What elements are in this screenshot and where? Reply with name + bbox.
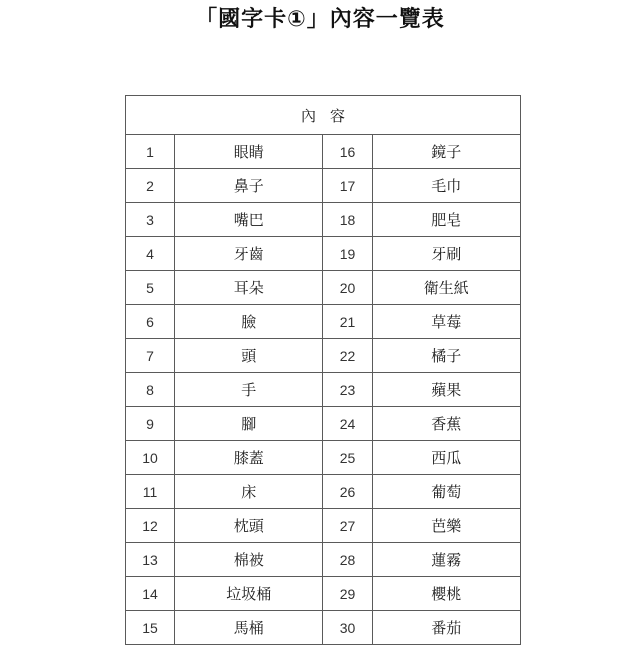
item-number: 20: [323, 271, 372, 305]
item-word: 香蕉: [372, 407, 520, 441]
item-word: 牙齒: [175, 237, 323, 271]
item-word: 腳: [175, 407, 323, 441]
item-number: 11: [126, 475, 175, 509]
table-header-row: [126, 96, 521, 135]
item-number: 27: [323, 509, 372, 543]
table-row: [126, 305, 521, 339]
item-number: 14: [126, 577, 175, 611]
table-row: [126, 203, 521, 237]
item-word: 鼻子: [175, 169, 323, 203]
item-word: 毛巾: [372, 169, 520, 203]
item-number: 21: [323, 305, 372, 339]
table-row: [126, 611, 521, 645]
item-word: 西瓜: [372, 441, 520, 475]
item-word: 草莓: [372, 305, 520, 339]
table-row: [126, 577, 521, 611]
item-word: 橘子: [372, 339, 520, 373]
item-number: 10: [126, 441, 175, 475]
item-number: 1: [126, 135, 175, 169]
item-number: 25: [323, 441, 372, 475]
item-word: 嘴巴: [175, 203, 323, 237]
table-row: [126, 407, 521, 441]
item-word: 鏡子: [372, 135, 520, 169]
item-word: 蓮霧: [372, 543, 520, 577]
table-row: [126, 169, 521, 203]
table-row: [126, 237, 521, 271]
item-number: 17: [323, 169, 372, 203]
item-word: 棉被: [175, 543, 323, 577]
item-number: 8: [126, 373, 175, 407]
table-row: [126, 475, 521, 509]
item-number: 23: [323, 373, 372, 407]
item-number: 24: [323, 407, 372, 441]
item-word: 芭樂: [372, 509, 520, 543]
item-word: 馬桶: [175, 611, 323, 645]
item-word: 葡萄: [372, 475, 520, 509]
item-number: 28: [323, 543, 372, 577]
item-number: 16: [323, 135, 372, 169]
item-number: 2: [126, 169, 175, 203]
item-number: 15: [126, 611, 175, 645]
item-word: 衛生紙: [372, 271, 520, 305]
content-list-table: [125, 95, 521, 645]
item-word: 牙刷: [372, 237, 520, 271]
item-number: 6: [126, 305, 175, 339]
item-number: 7: [126, 339, 175, 373]
table-row: [126, 543, 521, 577]
item-word: 眼睛: [175, 135, 323, 169]
item-word: 垃圾桶: [175, 577, 323, 611]
item-word: 枕頭: [175, 509, 323, 543]
table-row: [126, 509, 521, 543]
table-body: [126, 135, 521, 645]
item-word: 膝蓋: [175, 441, 323, 475]
item-number: 12: [126, 509, 175, 543]
table-row: [126, 373, 521, 407]
table-row: [126, 135, 521, 169]
item-word: 耳朵: [175, 271, 323, 305]
item-word: 床: [175, 475, 323, 509]
item-number: 9: [126, 407, 175, 441]
table-header: 內容: [126, 96, 521, 135]
item-number: 5: [126, 271, 175, 305]
item-number: 30: [323, 611, 372, 645]
item-number: 22: [323, 339, 372, 373]
item-number: 29: [323, 577, 372, 611]
item-number: 18: [323, 203, 372, 237]
item-word: 手: [175, 373, 323, 407]
item-number: 19: [323, 237, 372, 271]
table-row: [126, 441, 521, 475]
item-word: 臉: [175, 305, 323, 339]
item-word: 蘋果: [372, 373, 520, 407]
item-word: 番茄: [372, 611, 520, 645]
item-number: 26: [323, 475, 372, 509]
item-word: 櫻桃: [372, 577, 520, 611]
item-number: 13: [126, 543, 175, 577]
item-word: 肥皂: [372, 203, 520, 237]
table-row: [126, 271, 521, 305]
item-word: 頭: [175, 339, 323, 373]
table-row: [126, 339, 521, 373]
item-number: 3: [126, 203, 175, 237]
page-title: 「國字卡①」內容一覽表: [195, 7, 445, 32]
item-number: 4: [126, 237, 175, 271]
